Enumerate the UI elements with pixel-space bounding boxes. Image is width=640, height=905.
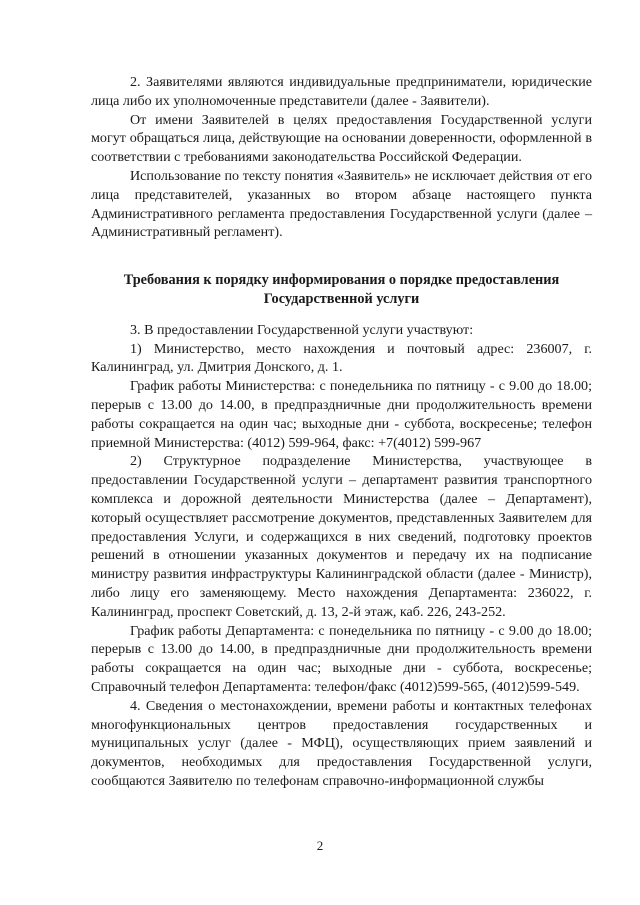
section-gap	[91, 242, 592, 259]
paragraph-ministry-address: 1) Министерство, место нахождения и почтовый адрес: 236007, г. Калининград, ул. Дмитрия Донского, д. 1.	[91, 340, 592, 376]
paragraph-mfc: 4. Сведения о местонахождении, времени работы и контактных телефонах многофункциональных центров предоставления государственных и муниципальных услуг (далее - МФЦ), осуществляющих прием заявлений и документов, необходимых для предоставления Государственной услуги, сообщаются Заявителю по телефонам справочно-информационной службы	[91, 697, 592, 789]
paragraph-department-schedule: График работы Департамента: с понедельника по пятницу - с 9.00 до 18.00; перерыв с 13.00 до 14.00, в предпраздничные дни продолжительность времени работы сокращается на один час; выходные дни - суббота, воскресенье; Справочный телефон Департамента: телефон/факс (4012)599-565, (4012)599-549.	[91, 622, 592, 695]
paragraph-applicant-term: Использование по тексту понятия «Заявитель» не исключает действия от его лица представителей, указанных во втором абзаце настоящего пункта Административного регламента предоставления Государственной услуги (далее – Административный регламент).	[91, 167, 592, 241]
paragraph-ministry-schedule: График работы Министерства: с понедельника по пятницу - с 9.00 до 18.00; перерыв с 13.00 до 14.00, в предпраздничные дни продолжительность времени работы сокращается на один час; выходные дни - суббота, воскресенье; телефон приемной Министерства: (4012) 599-964, факс: +7(4012) 599-967	[91, 378, 592, 451]
page-number: 2	[316, 838, 324, 853]
paragraph-department: 2) Структурное подразделение Министерства, участвующее в предоставлении Государственной услуги – департамент развития транспортного комплекса и дорожной деятельности Министерства (далее – Департамент), который осуществляет рассмотрение документов, представленных Заявителем для предоставления Услуги, и содержащихся в них сведений, подготовку проектов решений в отношении указанных документов и передачу их на подписание министру развития инфраструктуры Калининградской области (далее - Министр), либо лицу его заменяющему. Место нахождения Департамента: 236022, г. Калининград, проспект Советский, д. 13, 2-й этаж, каб. 226, 243-252.	[91, 453, 592, 620]
section-heading: Требования к порядку информирования о порядке предоставления Государственной услуги	[123, 272, 560, 307]
paragraph-representatives: От имени Заявителей в целях предоставления Государственной услуги могут обращаться лица, действующие на основании доверенности, оформленной в соответствии с требованиями законодательства Российской Федерации.	[91, 111, 592, 166]
paragraph-applicants: 2. Заявителями являются индивидуальные предприниматели, юридические лица либо их уполномоченные представители (далее - Заявители).	[91, 74, 592, 109]
paragraph-participants: 3. В предоставлении Государственной услуги участвуют:	[130, 321, 474, 338]
